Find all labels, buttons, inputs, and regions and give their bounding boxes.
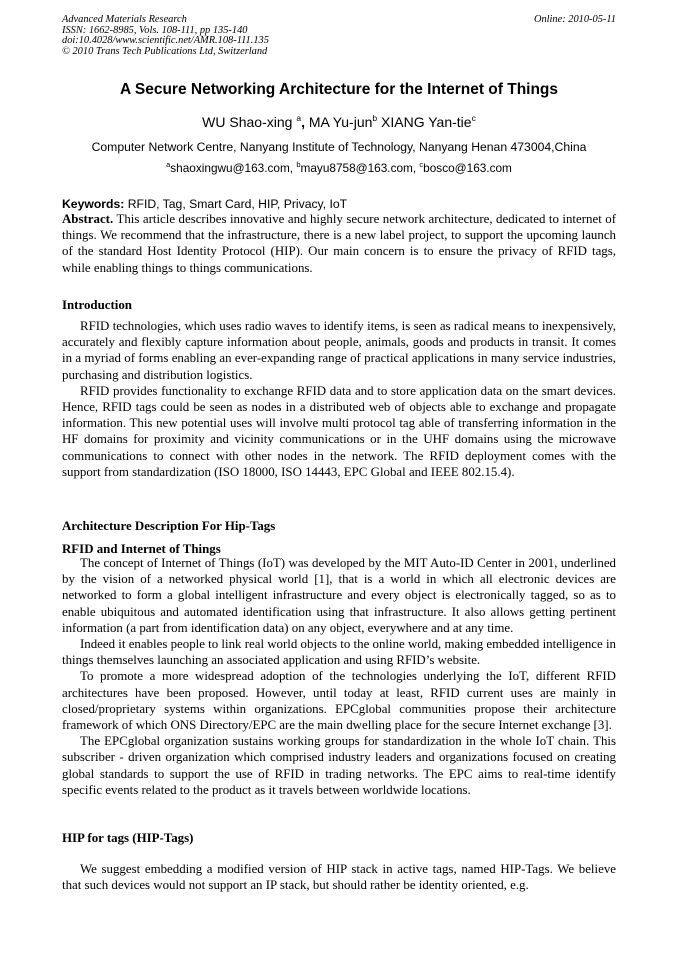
intro-paragraph-2: RFID provides functionality to exchange RFID data and to store application data on the smart devices. Hence, RFID tags could be seen as nodes in a distributed web of objects able to exchange and propagate information. This new potential uses will involve multi protocol tag able of transferring information in the HF domains for proximity and vicinity communications or in the UHF domains using the microwave communications to connect with other nodes in the network. The RFID deployment comes with the support from standardization (ISO 18000, ISO 14443, EPC Global and IEEE 802.15.4). xyxy=(62,383,616,479)
abstract-paragraph xyxy=(62,211,616,276)
keywords xyxy=(62,196,616,212)
email-c-sup: c xyxy=(419,160,424,169)
iot-paragraph-1: The concept of Internet of Things (IoT) was developed by the MIT Auto-ID Center in 2001, underlined by the vision of a networked physical world [1], that is a world in which all electronic devices are networked to form a global intelligent infrastructure and every object is electronically tagged, so as to enable ubiquitous and automated identification using that infrastructure. It also allows getting pertinent information (a part from identification data) on any object, everywhere and at any time. xyxy=(62,556,616,635)
hip-paragraph-1: We suggest embedding a modified version of HIP stack in active tags, named HIP-Tags. We believe that such devices would not support an IP stack, but should rather be identity oriented, e.g. xyxy=(62,862,616,893)
email-a: shaoxingwu@163.com, xyxy=(170,161,297,175)
abstract-label: Abstract. xyxy=(62,212,114,226)
author-3-name: XIANG Yan-tie xyxy=(381,114,472,130)
author-list xyxy=(62,113,616,131)
journal-doi: doi:10.4028/www.scientific.net/AMR.108-111.135 xyxy=(62,35,269,47)
journal-copyright: © 2010 Trans Tech Publications Ltd, Switzerland xyxy=(62,45,268,57)
email-a-sup: a xyxy=(166,160,171,169)
heading-introduction: Introduction xyxy=(62,298,132,312)
email-b-sup: b xyxy=(296,160,301,169)
online-date: Online: 2010-05-11 xyxy=(533,14,616,25)
hip-tags-body xyxy=(62,861,616,893)
iot-paragraph-4: The EPCglobal organization sustains working groups for standardization in the whole IoT chain. This subscriber - driven organization which comprised industry leaders and organizations focused on creating global standards to support the use of RFID in trading networks. The EPC aims to real-time identify specific events related to the product as it travels between worldwide locations. xyxy=(62,734,616,797)
intro-paragraph-1: RFID technologies, which uses radio waves to identify items, is seen as radical means to inexpensively, accurately and flexibly capture information about people, animals, goods and products in transit. It comes in a myriad of forms enabling an ever-expanding range of practical applications in many service industries, purchasing and distribution logistics. xyxy=(62,319,616,382)
journal-issn: ISSN: 1662-8985, Vols. 108-111, pp 135-140 xyxy=(62,24,248,36)
author-1-sup: a xyxy=(296,113,302,123)
journal-name: Advanced Materials Research xyxy=(62,14,187,25)
keywords-text: RFID, Tag, Smart Card, HIP, Privacy, IoT xyxy=(124,197,348,211)
author-separator: , xyxy=(301,114,305,130)
keywords-label: Keywords: xyxy=(62,197,125,211)
author-2-sup: b xyxy=(372,113,378,123)
journal-header xyxy=(62,15,392,57)
author-1-name: WU Shao-xing xyxy=(202,114,293,130)
paper-title: A Secure Networking Architecture for the Internet of Things xyxy=(119,81,559,98)
author-3-sup: c xyxy=(471,113,476,123)
rfid-iot-body xyxy=(62,555,616,798)
affiliation: Computer Network Centre, Nanyang Institute of Technology, Nanyang Henan 473004,China xyxy=(91,140,587,154)
email-b: mayu8758@163.com, xyxy=(300,161,420,175)
introduction-body xyxy=(62,318,616,480)
abstract xyxy=(62,211,616,276)
author-2-name: MA Yu-jun xyxy=(308,114,373,130)
email-c: bosco@163.com xyxy=(423,161,512,175)
heading-hip-tags: HIP for tags (HIP-Tags) xyxy=(62,831,194,845)
iot-paragraph-3: To promote a more widespread adoption of the technologies underlying the IoT, different RFID architectures have been proposed. However, until today at least, RFID current uses are mainly in closed/proprietary systems within organizations. EPCglobal communities propose their architecture framework of which ONS Directory/EPC are the main dwelling place for the secure Internet exchange [3]. xyxy=(62,669,616,733)
author-emails xyxy=(62,160,616,176)
heading-rfid-iot: RFID and Internet of Things xyxy=(62,542,221,556)
abstract-text: This article describes innovative and highly secure network architecture, dedicated to internet of things. We recommend that the infrastructure, there is a new label project, to support the upcoming launch of the standard Host Identity Protocol (HIP). Our main concern is to ensure the privacy of RFID tags, while enabling things to things communications. xyxy=(62,212,616,275)
heading-architecture: Architecture Description For Hip-Tags xyxy=(62,519,276,533)
iot-paragraph-2: Indeed it enables people to link real world objects to the online world, making embedded intelligence in things themselves launching an associated application and using RFID’s website. xyxy=(62,637,616,668)
